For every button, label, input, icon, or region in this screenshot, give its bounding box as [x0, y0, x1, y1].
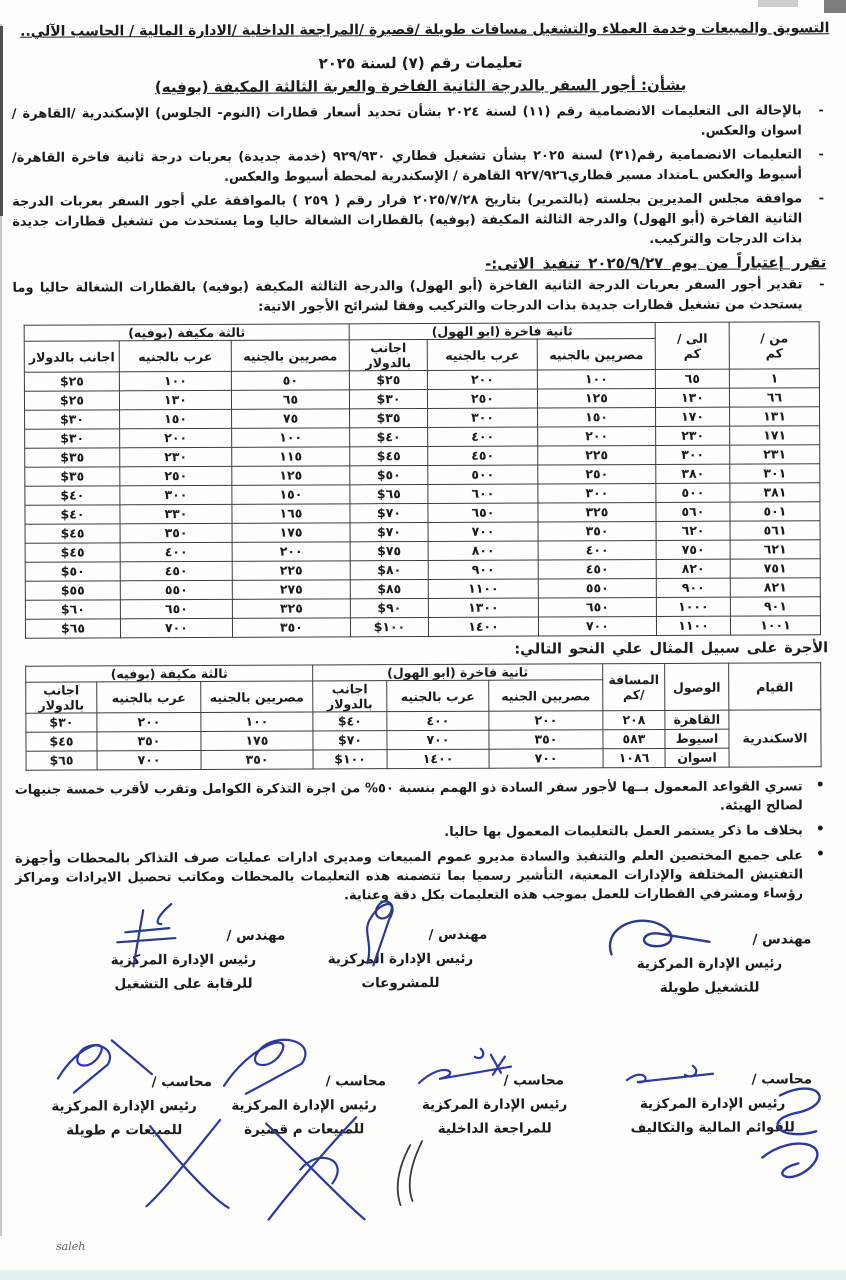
column-header-egyptians: مصريين بالجنيه	[201, 681, 313, 712]
fare-cell: ٣٨٠	[656, 464, 730, 483]
signature-scribble	[384, 1139, 430, 1211]
fare-cell: ٢٣١	[730, 445, 820, 464]
list-item	[12, 145, 830, 189]
signatory-department: للمراجعة الداخلية	[437, 1120, 552, 1137]
group-header-third-class: ثالثة مكيفة (بوفيه)	[26, 665, 313, 682]
group-header-third-class: ثالثة مكيفة (بوفيه)	[24, 324, 349, 341]
fare-cell: ٩٠١	[730, 597, 820, 616]
fare-cell: ٦٥٠	[538, 597, 656, 617]
fare-cell: $٦٥	[25, 619, 120, 638]
fare-cell: $٧٠	[350, 522, 428, 541]
fare-cell: ٧٠٠	[120, 618, 232, 637]
bullet-text: تسري القواعد المعمول بــها لأجور سفر السادة ذو الهمم بنسبة ٥٠% من اجرة التذكرة الكوامل وتقرب لأقرب خمسة جنيهات لصالح الهيئة.	[14, 779, 803, 814]
column-header-from-km: من / كم	[729, 322, 819, 369]
fare-cell: ١٥٠	[120, 409, 232, 428]
fare-cell: ١٧١	[730, 426, 820, 445]
signatory-title: رئيس الإدارة المركزية	[110, 951, 257, 969]
notes-bullet-list	[15, 777, 834, 907]
fare-cell: $٨٠	[350, 560, 428, 579]
signatory-department: للمبيعات م قصيرة	[244, 1121, 365, 1138]
fare-cell: $٣٥	[25, 467, 120, 486]
fare-cell: ١١٥	[232, 447, 350, 467]
fare-cell: ٢٢٥	[232, 561, 350, 581]
fare-cell: ٥٦١	[730, 521, 820, 540]
group-header-second-class: ثانية فاخرة (ابو الهول)	[349, 322, 655, 339]
signatory-title: رئيس الإدارة المركزية	[639, 1095, 786, 1113]
fare-cell: ٤٠٠	[120, 542, 232, 561]
fare-cell: $٢٥	[24, 391, 119, 410]
list-item	[15, 821, 833, 844]
signatures-area	[15, 909, 834, 1243]
fare-cell: ٥٨٣	[603, 729, 665, 748]
fare-cell: ٦٥٠	[428, 503, 538, 522]
signatory-department: للمشروعات	[361, 974, 440, 992]
fare-cell: $٥٠	[25, 562, 120, 581]
fare-cell: ٢٥٠	[120, 466, 232, 485]
fare-cell: ٣٢٥	[538, 502, 656, 522]
fare-cell: ٩٠٠	[428, 560, 538, 579]
fare-cell: ٧٠٠	[489, 749, 603, 768]
list-item	[15, 846, 833, 907]
fare-cell: $٥٠	[350, 465, 428, 484]
fare-cell: ٣٥٠	[201, 750, 313, 769]
fare-cell: ٣٥٠	[120, 523, 232, 542]
fare-cell: ٧٥٠	[656, 540, 730, 559]
fare-cell: ٣٨١	[730, 483, 820, 502]
fare-cell: ٢٠٠	[427, 370, 537, 389]
fare-cell: ١٢٥	[232, 466, 350, 486]
dash-bullet-marker: -	[819, 277, 825, 293]
table-header-row	[26, 663, 821, 682]
column-header-foreigners: اجانب بالدولار	[313, 681, 387, 712]
signature-block-financial-statements-costs	[595, 1067, 830, 1140]
fare-cell: ٧٥	[232, 409, 350, 429]
fare-cell: ٣٥٠	[232, 618, 350, 638]
routing-departments-line: التسويق والمبيعات وخدمة العملاء والتشغيل مسافات طويلة /قصيرة /المراجعة الداخلية /الادارة المالية / الحاسب الآلي..	[20, 20, 830, 40]
fare-cell: ٤٠٠	[538, 540, 656, 560]
fare-cell: ١٤٠٠	[428, 617, 538, 636]
fare-cell: ٧٥١	[730, 559, 820, 578]
fare-cell: ٥٠٠	[428, 465, 538, 484]
fare-cell: ٨٢٠	[656, 559, 730, 578]
fare-cell: $٧٠	[313, 731, 387, 750]
fare-cell: $٣٥	[25, 448, 120, 467]
fare-cell: $٧٠	[350, 503, 428, 522]
fare-cell: ٦٥٠	[120, 599, 232, 618]
column-header-arabs: عرب بالجنيه	[97, 681, 201, 712]
list-item	[12, 189, 830, 253]
fare-cell: $٤٥	[350, 446, 428, 465]
fare-cell: ٥٥٠	[538, 578, 656, 598]
column-header-to-km: الى / كم	[655, 322, 729, 369]
signatory-prefix: محاسب /	[325, 1073, 386, 1090]
origin-cell: الاسكندرية	[729, 710, 821, 767]
column-header-arabs: عرب بالجنيه	[427, 339, 537, 370]
table-header-row	[24, 322, 819, 341]
fare-cell: ١٣٠٠	[428, 598, 538, 617]
fare-cell: ٧٠٠	[387, 730, 489, 749]
fare-cell: اسوان	[665, 748, 729, 767]
fare-cell: $٦٥	[26, 751, 97, 770]
column-header-departure: القيام	[729, 663, 821, 710]
signatory-department: للرقابة على التشغيل	[114, 975, 253, 993]
decision-effective-date-line: تقرر إعتباراً من يوم ٢٠٢٥/٩/٢٧ تنفيذ الاتى:-	[485, 253, 827, 273]
fare-cell: $٩٠	[350, 598, 428, 617]
fare-cell: $٢٥	[24, 372, 119, 391]
fare-cell: $١٠٠	[350, 617, 428, 636]
fare-cell: $٤٥	[25, 524, 120, 543]
bullet-text: بخلاف ما ذكر يستمر العمل بالتعليمات المعمول بها حاليا.	[444, 823, 803, 840]
column-header-arabs: عرب بالجنيه	[387, 680, 489, 711]
fare-cell: ٣٥٠	[538, 521, 656, 541]
fare-cell: ٣٠٠	[538, 483, 656, 503]
signatory-department: للتشغيل طويلة	[659, 979, 760, 996]
fare-cell: ٢٧٥	[232, 580, 350, 600]
scan-bottom-strip	[0, 1270, 846, 1280]
fare-cell: ٥٥٠	[120, 580, 232, 599]
fare-cell: ٢٣٠	[120, 447, 232, 466]
fare-cell: ٦٥	[655, 369, 729, 388]
signatory-department: للقوائم المالية والتكاليف	[630, 1119, 795, 1137]
signatory-prefix: محاسب /	[151, 1073, 212, 1091]
signature-block-operations-oversight	[63, 924, 303, 997]
fare-cell: ١٣٠	[119, 390, 231, 409]
scan-corner-mark	[824, 0, 846, 13]
signatory-title: رئيس الإدارة المركزية	[51, 1097, 197, 1115]
example-fare-table	[25, 662, 821, 770]
fare-cell: ٧٠٠	[97, 750, 201, 769]
signatory-prefix: مهندس /	[752, 931, 812, 948]
fare-cell: $٤٠	[350, 427, 428, 446]
signatory-title: رئيس الإدارة المركزية	[327, 950, 474, 968]
fare-cell: ٣٣٠	[120, 504, 232, 523]
column-header-egyptians: مصريين الجنيه	[489, 680, 603, 711]
fare-cell: ١٢٥	[537, 388, 655, 408]
bullet-text: تقدير أجور السفر بعربات الدرجة الثانية الفاخرة (أبو الهول) والدرجة الثالثة المكيفة (بوفيه) بالقطارات الشغالة حاليا وما يستحدث من تشغيل قطارات جديدة بذات الدرجات والتركيب وفقا لشرائح الأجور الاتية:	[12, 277, 803, 315]
fare-cell: ١٦٥	[232, 504, 350, 524]
group-header-second-class: ثانية فاخرة (ابو الهول)	[313, 664, 603, 681]
column-header-foreigners: اجانب بالدولار	[349, 339, 427, 370]
dash-bullet-marker: -	[818, 103, 824, 119]
fare-cell: ١٠٠	[232, 428, 350, 448]
signature-block-long-distance-operations	[589, 927, 829, 1000]
signatory-department: للمبيعات م طويلة	[66, 1122, 183, 1139]
fare-cell: $٤٠	[25, 486, 120, 505]
column-header-arrival: الوصول	[665, 663, 729, 710]
fare-cell: ٩٠٠	[656, 578, 730, 597]
fare-slab-table	[24, 321, 821, 638]
signature-block-long-distance-sales	[18, 1070, 230, 1143]
signature-block-internal-audit	[407, 1068, 582, 1141]
fare-cell: ١٧٥	[232, 523, 350, 543]
fare-cell: ١٠٠	[119, 371, 231, 390]
fare-cell: ١٣١	[730, 407, 820, 426]
fare-cell: ٧٠٠	[538, 616, 656, 636]
fare-cell: ٤٥٠	[120, 561, 232, 580]
fare-cell: ٦٠٠	[428, 484, 538, 503]
fare-cell: ٦٥	[231, 390, 349, 410]
fare-row	[26, 748, 821, 770]
fare-cell: ١٠٠	[537, 369, 655, 389]
fare-cell: ٥٠٠	[656, 483, 730, 502]
list-item	[12, 275, 830, 319]
column-header-egyptians: مصريين بالجنيه	[537, 338, 655, 370]
signatory-prefix: محاسب /	[751, 1071, 812, 1088]
fare-cell: ٣٠٠	[656, 445, 730, 464]
fare-cell: ١٠٠١	[730, 616, 820, 635]
dot-bullet-marker: •	[815, 821, 825, 838]
list-item	[15, 777, 833, 819]
signatory-prefix: مهندس /	[428, 926, 488, 943]
fare-cell: $٣٥	[350, 408, 428, 427]
fare-cell: ١٧٠	[656, 407, 730, 426]
fare-cell: ٨٠٠	[428, 541, 538, 560]
fare-cell: ٣٢٥	[232, 599, 350, 619]
fare-cell: ١٠٠٠	[656, 597, 730, 616]
signatory-prefix: محاسب /	[503, 1072, 564, 1089]
fare-cell: ٥٠١	[730, 502, 820, 521]
fare-cell: ٢٠٠	[97, 712, 201, 731]
bullet-text: موافقة مجلس المديرين بجلسته (بالتمرير) بتاريخ ٢٠٢٥/٧/٢٨ قرار رقم ( ٢٥٩ ) بالموافقة علي أجور السفر بعربات الدرجة الثانية الفاخرة (أبو الهول) والدرجة الثالثة المكيفة (بوفيه) بالقطارات الشغالة حاليا وما يستحدث من تشغيل قطارات جديدة بذات الدرجات والتركيب.	[12, 191, 803, 248]
fare-cell: ٦٢٠	[656, 521, 730, 540]
list-item	[12, 101, 830, 145]
fare-cell: ١٠٠	[201, 712, 313, 731]
fare-cell: $٤٠	[25, 505, 120, 524]
fare-cell: $٤٥	[26, 732, 97, 751]
fare-cell: $٨٥	[350, 579, 428, 598]
dot-bullet-marker: •	[815, 846, 826, 863]
fare-cell: ٤٥٠	[538, 559, 656, 579]
intro-bullet-list	[12, 101, 831, 253]
document-content	[0, 20, 846, 1243]
signatory-title: رئيس الإدارة المركزية	[231, 1097, 377, 1114]
fare-cell: ١٠٨٦	[603, 748, 665, 767]
signatory-title: رئيس الإدارة المركزية	[421, 1096, 568, 1114]
fare-cell: ٢٣٠	[656, 426, 730, 445]
subject-title: بشأن: أجور السفر بالدرجة الثانية الفاخرة والعربة الثالثة المكيفة (بوفيه)	[154, 75, 687, 97]
fare-cell: ١٥٠	[232, 485, 350, 505]
fare-cell: ٤٠٠	[387, 711, 489, 730]
fare-cell: $٦٥	[350, 484, 428, 503]
fare-cell: ٥٠	[231, 371, 349, 391]
signatory-title: رئيس الإدارة المركزية	[636, 955, 783, 973]
fare-cell: ٢٠٠	[489, 711, 603, 730]
fare-cell: ٨٢١	[730, 578, 820, 597]
fare-cell: $٦٠	[25, 600, 120, 619]
fare-cell: $٥٥	[25, 581, 120, 600]
fare-cell: $٣٠	[25, 429, 120, 448]
example-fares-heading: الأجرة على سبيل المثال علي النحو التالي:	[514, 640, 829, 658]
fare-cell: ٥٦٠	[656, 502, 730, 521]
fare-cell: ١	[729, 369, 819, 388]
fare-cell: اسيوط	[665, 729, 729, 748]
signatory-prefix: مهندس /	[226, 927, 286, 944]
dash-bullet-marker: -	[818, 147, 824, 163]
scan-corner-smudge	[758, 0, 798, 7]
signature-block-short-distance-sales	[204, 1069, 404, 1142]
fare-row	[25, 616, 820, 638]
fare-cell: القاهرة	[665, 710, 729, 729]
dot-bullet-marker: •	[815, 777, 825, 794]
instruction-number-title: تعليمات رقم (٧) لسنة ٢٠٢٥	[318, 53, 523, 73]
fare-cell: ٣٥٠	[489, 730, 603, 749]
fare-cell: ٣٠١	[730, 464, 820, 483]
column-header-foreigners: اجانب بالدولار	[26, 682, 97, 713]
bullet-text: بالإحالة الى التعليمات الانضمامية رقم (١١) لسنة ٢٠٢٤ بشأن تحديد أسعار قطارات (النوم- الجلوس) الإسكندرية /القاهرة /اسوان والعكس.	[11, 103, 802, 139]
fare-cell: ٣٠٠	[428, 408, 538, 427]
fare-cell: ١٤٠٠	[387, 749, 489, 768]
fare-cell: ٤٠٠	[428, 427, 538, 446]
dash-bullet-marker: -	[818, 191, 825, 207]
fare-cell: ١٧٥	[201, 731, 313, 750]
fare-cell: ١٥٠	[538, 407, 656, 427]
fare-cell: $٣٠	[349, 389, 427, 408]
fare-cell: ٢٠٨	[603, 710, 665, 729]
fare-cell: ٧٠٠	[428, 522, 538, 541]
fare-cell: ٢٥٠	[427, 389, 537, 408]
fare-cell: ٢٠٠	[538, 426, 656, 446]
fare-cell: ٢٠٠	[232, 542, 350, 562]
fare-cell: $٤٥	[25, 543, 120, 562]
bullet-text: التعليمات الانضمامية رقم(٣١) لسنة ٢٠٢٥ بشأن تشغيل قطاري ٩٢٩/٩٣٠ (خدمة جديدة) بعربات درجة ثانية فاخرة القاهرة/ أسيوط والعكس ـامتداد مسير قطاري٩٢٧/٩٢٦ القاهرة / الإسكندرية لمحطة أسيوط والعكس.	[11, 147, 803, 185]
fare-cell: $٣٠	[26, 713, 97, 732]
fare-cell: ٤٥٠	[428, 446, 538, 465]
fare-cell: ٣٠٠	[120, 485, 232, 504]
fare-cell: ٢٠٠	[120, 428, 232, 447]
fare-cell: $٣٠	[25, 410, 120, 429]
fare-cell: $٤٠	[313, 712, 387, 731]
fare-cell: $٢٥	[349, 370, 427, 389]
fare-cell: ١١٠٠	[428, 579, 538, 598]
fare-cell: ٢٢٥	[538, 445, 656, 465]
fare-cell: ٢٥٠	[538, 464, 656, 484]
fare-cell: ٦٢١	[730, 540, 820, 559]
fare-cell: ٦٦	[729, 388, 819, 407]
fare-cell: $١٠٠	[313, 750, 387, 769]
signature-block-projects	[295, 923, 505, 996]
fare-cell: ٣٥٠	[97, 731, 201, 750]
fare-cell: $٧٥	[350, 541, 428, 560]
fare-cell: ١١٠٠	[656, 616, 730, 635]
column-header-foreigners: اجانب بالدولار	[24, 341, 119, 372]
fare-cell: ١٣٠	[655, 388, 729, 407]
bullet-text: على جميع المختصين العلم والتنفيذ والسادة مديرو عموم المبيعات ومديرى ادارات عمليات صرف التذاكر بالمحطات وأجهزة التفتيش المختلفة والإدارات المعنية، التأشير رسميا بما تتضمنه هذه التعليمات بالمحطات ومكاتب تحصيل الايرادات ومراكز رؤساء ومشرفي القطارات للعمل بموجب هذه التعليمات بكل دقة وعناية.	[14, 848, 804, 904]
column-header-distance: المسافة /كم	[603, 663, 665, 710]
column-header-egyptians: مصريين بالجنيه	[231, 340, 349, 372]
scanner-watermark: saleh	[56, 1240, 86, 1253]
column-header-arabs: عرب بالجنيه	[119, 340, 231, 371]
